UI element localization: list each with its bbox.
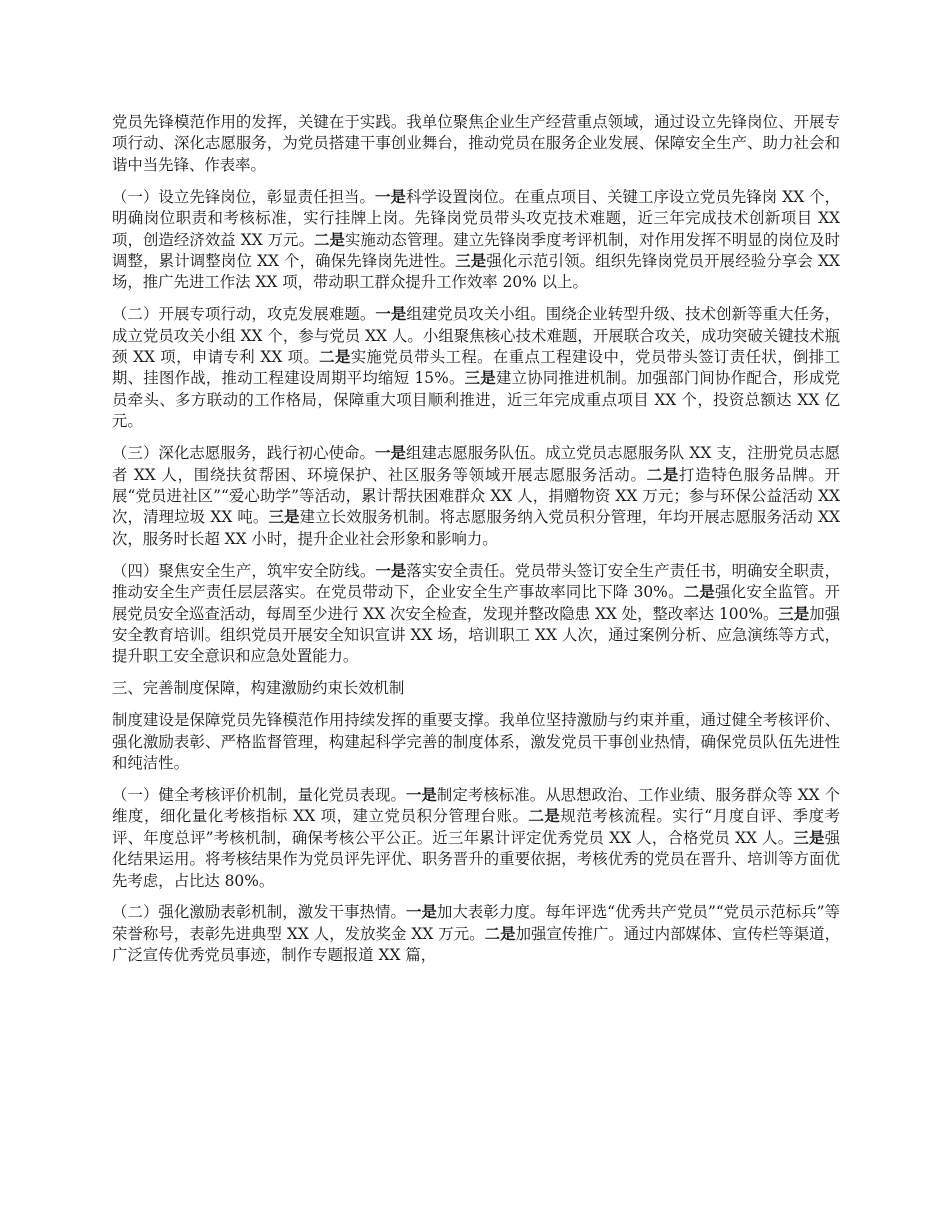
text-run: 组建志愿服务队伍。成立党员志愿服务队 XX 支，注册党员志愿者 XX 人，围绕扶贫帮困、环境保护、社区服务等领域开展志愿服务活动。 [112,444,840,484]
bold-keyword: 一是 [405,785,437,804]
paragraph [112,710,840,774]
paragraph [112,112,840,176]
text-run: 建立协同推进机制。加强部门间协作配合，形成党员牵头、多方联动的工作格局，保障重大项目顺利推进，近三年完成重点项目 XX 个，投资总额达 XX 亿元。 [112,369,840,431]
bold-keyword: 一是 [375,444,406,463]
paragraph [112,561,840,668]
text-run: 组建党员攻关小组。围绕企业转型升级、技术创新等重大任务，成立党员攻关小组 XX 个，参与党员 XX 人。小组聚焦核心技术难题，开展联合攻关，成功突破关键技术瓶颈 XX 项，申请专利 XX 项。 [112,305,840,367]
paragraph [112,902,840,966]
section-heading [112,678,840,699]
text-run: （四）聚焦安全生产，筑牢安全防线。 [112,561,376,580]
bold-keyword: 一是 [375,187,406,206]
bold-keyword: 二是 [683,583,716,602]
text-run: 强化示范引领。组织先锋岗党员开展经验分享会 XX 场，推广先进工作法 XX 项，带动职工群众提升工作效率 20% 以上。 [112,251,840,292]
text-run: 党员先锋模范作用的发挥，关键在于实践。我单位聚焦企业生产经营重点领域，通过设立先锋岗位、开展专项行动、深化志愿服务，为党员搭建干事创业舞台，推动党员在服务企业发展、保障安全生产、助力社会和谐中当先锋、作表率。 [112,113,840,174]
bold-keyword: 二是 [646,465,680,484]
bold-keyword: 二是 [528,807,561,826]
text-run: 实施动态管理。建立先锋岗季度考评机制，对作用发挥不明显的岗位及时调整，累计调整岗位 XX 个，确保先锋岗先进性。 [112,230,840,270]
bold-keyword: 二是 [484,924,516,943]
text-run: 制定考核标准。从思想政治、工作业绩、服务群众等 XX 个维度，细化量化考核指标 XX 项，建立党员积分管理台账。 [112,785,840,826]
bold-keyword: 三是 [793,828,825,847]
text-run: 强化安全监管。开展党员安全巡查活动，每周至少进行 XX 次安全检查，发现并整改隐患 XX 处，整改率达 100%。 [112,583,840,623]
paragraph [112,304,840,432]
paragraph [112,187,840,294]
text-run: 制度建设是保障党员先锋模范作用持续发挥的重要支撑。我单位坚持激励与约束并重，通过健全考核评价、强化激励表彰、严格监督管理，构建起科学完善的制度体系，激发党员干事创业热情，确保党员队伍先进性和纯洁性。 [112,711,840,772]
text-run: 三、完善制度保障，构建激励约束长效机制 [112,679,405,698]
text-run: （二）开展专项行动，攻克发展难题。 [112,305,376,324]
text-run: 加大表彰力度。每年评选“优秀共产党员”“党员示范标兵”等荣誉称号，表彰先进典型 XX 人，发放奖金 XX 万元。 [112,903,840,943]
text-run: 加强宣传推广。通过内部媒体、宣传栏等渠道，广泛宣传优秀党员事迹，制作专题报道 XX 篇， [112,924,840,965]
bold-keyword: 一是 [375,305,407,324]
bold-keyword: 二是 [314,230,345,249]
text-run: 科学设置岗位。在重点项目、关键工序设立党员先锋岗 XX 个，明确岗位职责和考核标准，实行挂牌上岗。先锋岗党员带头攻克技术难题，近三年完成技术创新项目 XX 项，创造经济效益 XX 万元。 [112,187,840,249]
text-run: 打造特色服务品牌。开展“党员进社区”“爱心助学”等活动，累计帮扶困难群众 XX 人，捐赠物资 XX 万元；参与环保公益活动 XX 次，清理垃圾 XX 吨。 [112,465,840,527]
bold-keyword: 一是 [406,903,437,922]
document-page [112,112,840,977]
text-run: （二）强化激励表彰机制，激发干事热情。 [112,903,407,922]
paragraph [112,785,840,892]
bold-keyword: 三是 [464,369,496,388]
paragraph [112,443,840,550]
bold-keyword: 一是 [375,561,407,580]
bold-keyword: 三是 [778,604,810,623]
text-run: （一）健全考核评价机制，量化党员表现。 [112,785,406,804]
text-run: 强化结果运用。将考核结果作为党员评先评优、职务晋升的重要依据，考核优秀的党员在晋升、培训等方面优先考虑，占比达 80%。 [112,828,840,890]
text-run: 实施党员带头工程。在重点工程建设中，党员带头签订责任状，倒排工期、挂图作战，推动工程建设周期平均缩短 15%。 [112,348,840,388]
bold-keyword: 三是 [455,251,487,270]
text-run: 加强安全教育培训。组织党员开展安全知识宣讲 XX 场，培训职工 XX 人次，通过案例分析、应急演练等方式，提升职工安全意识和应急处置能力。 [112,604,840,666]
text-run: （三）深化志愿服务，践行初心使命。 [112,444,376,463]
text-run: 落实安全责任。党员带头签订安全生产责任书，明确安全职责，推动安全生产责任层层落实。在党员带动下，企业安全生产事故率同比下降 30%。 [112,561,840,602]
text-run: （一）设立先锋岗位，彰显责任担当。 [112,187,376,206]
bold-keyword: 二是 [319,348,351,367]
text-run: 规范考核流程。实行“月度自评、季度考评、年度总评”考核机制，确保考核公平公正。近三年累计评定优秀党员 XX 人，合格党员 XX 人。 [112,807,840,847]
text-run: 建立长效服务机制。将志愿服务纳入党员积分管理，年均开展志愿服务活动 XX 次，服务时长超 XX 小时，提升企业社会形象和影响力。 [112,508,840,548]
bold-keyword: 三是 [268,508,300,527]
